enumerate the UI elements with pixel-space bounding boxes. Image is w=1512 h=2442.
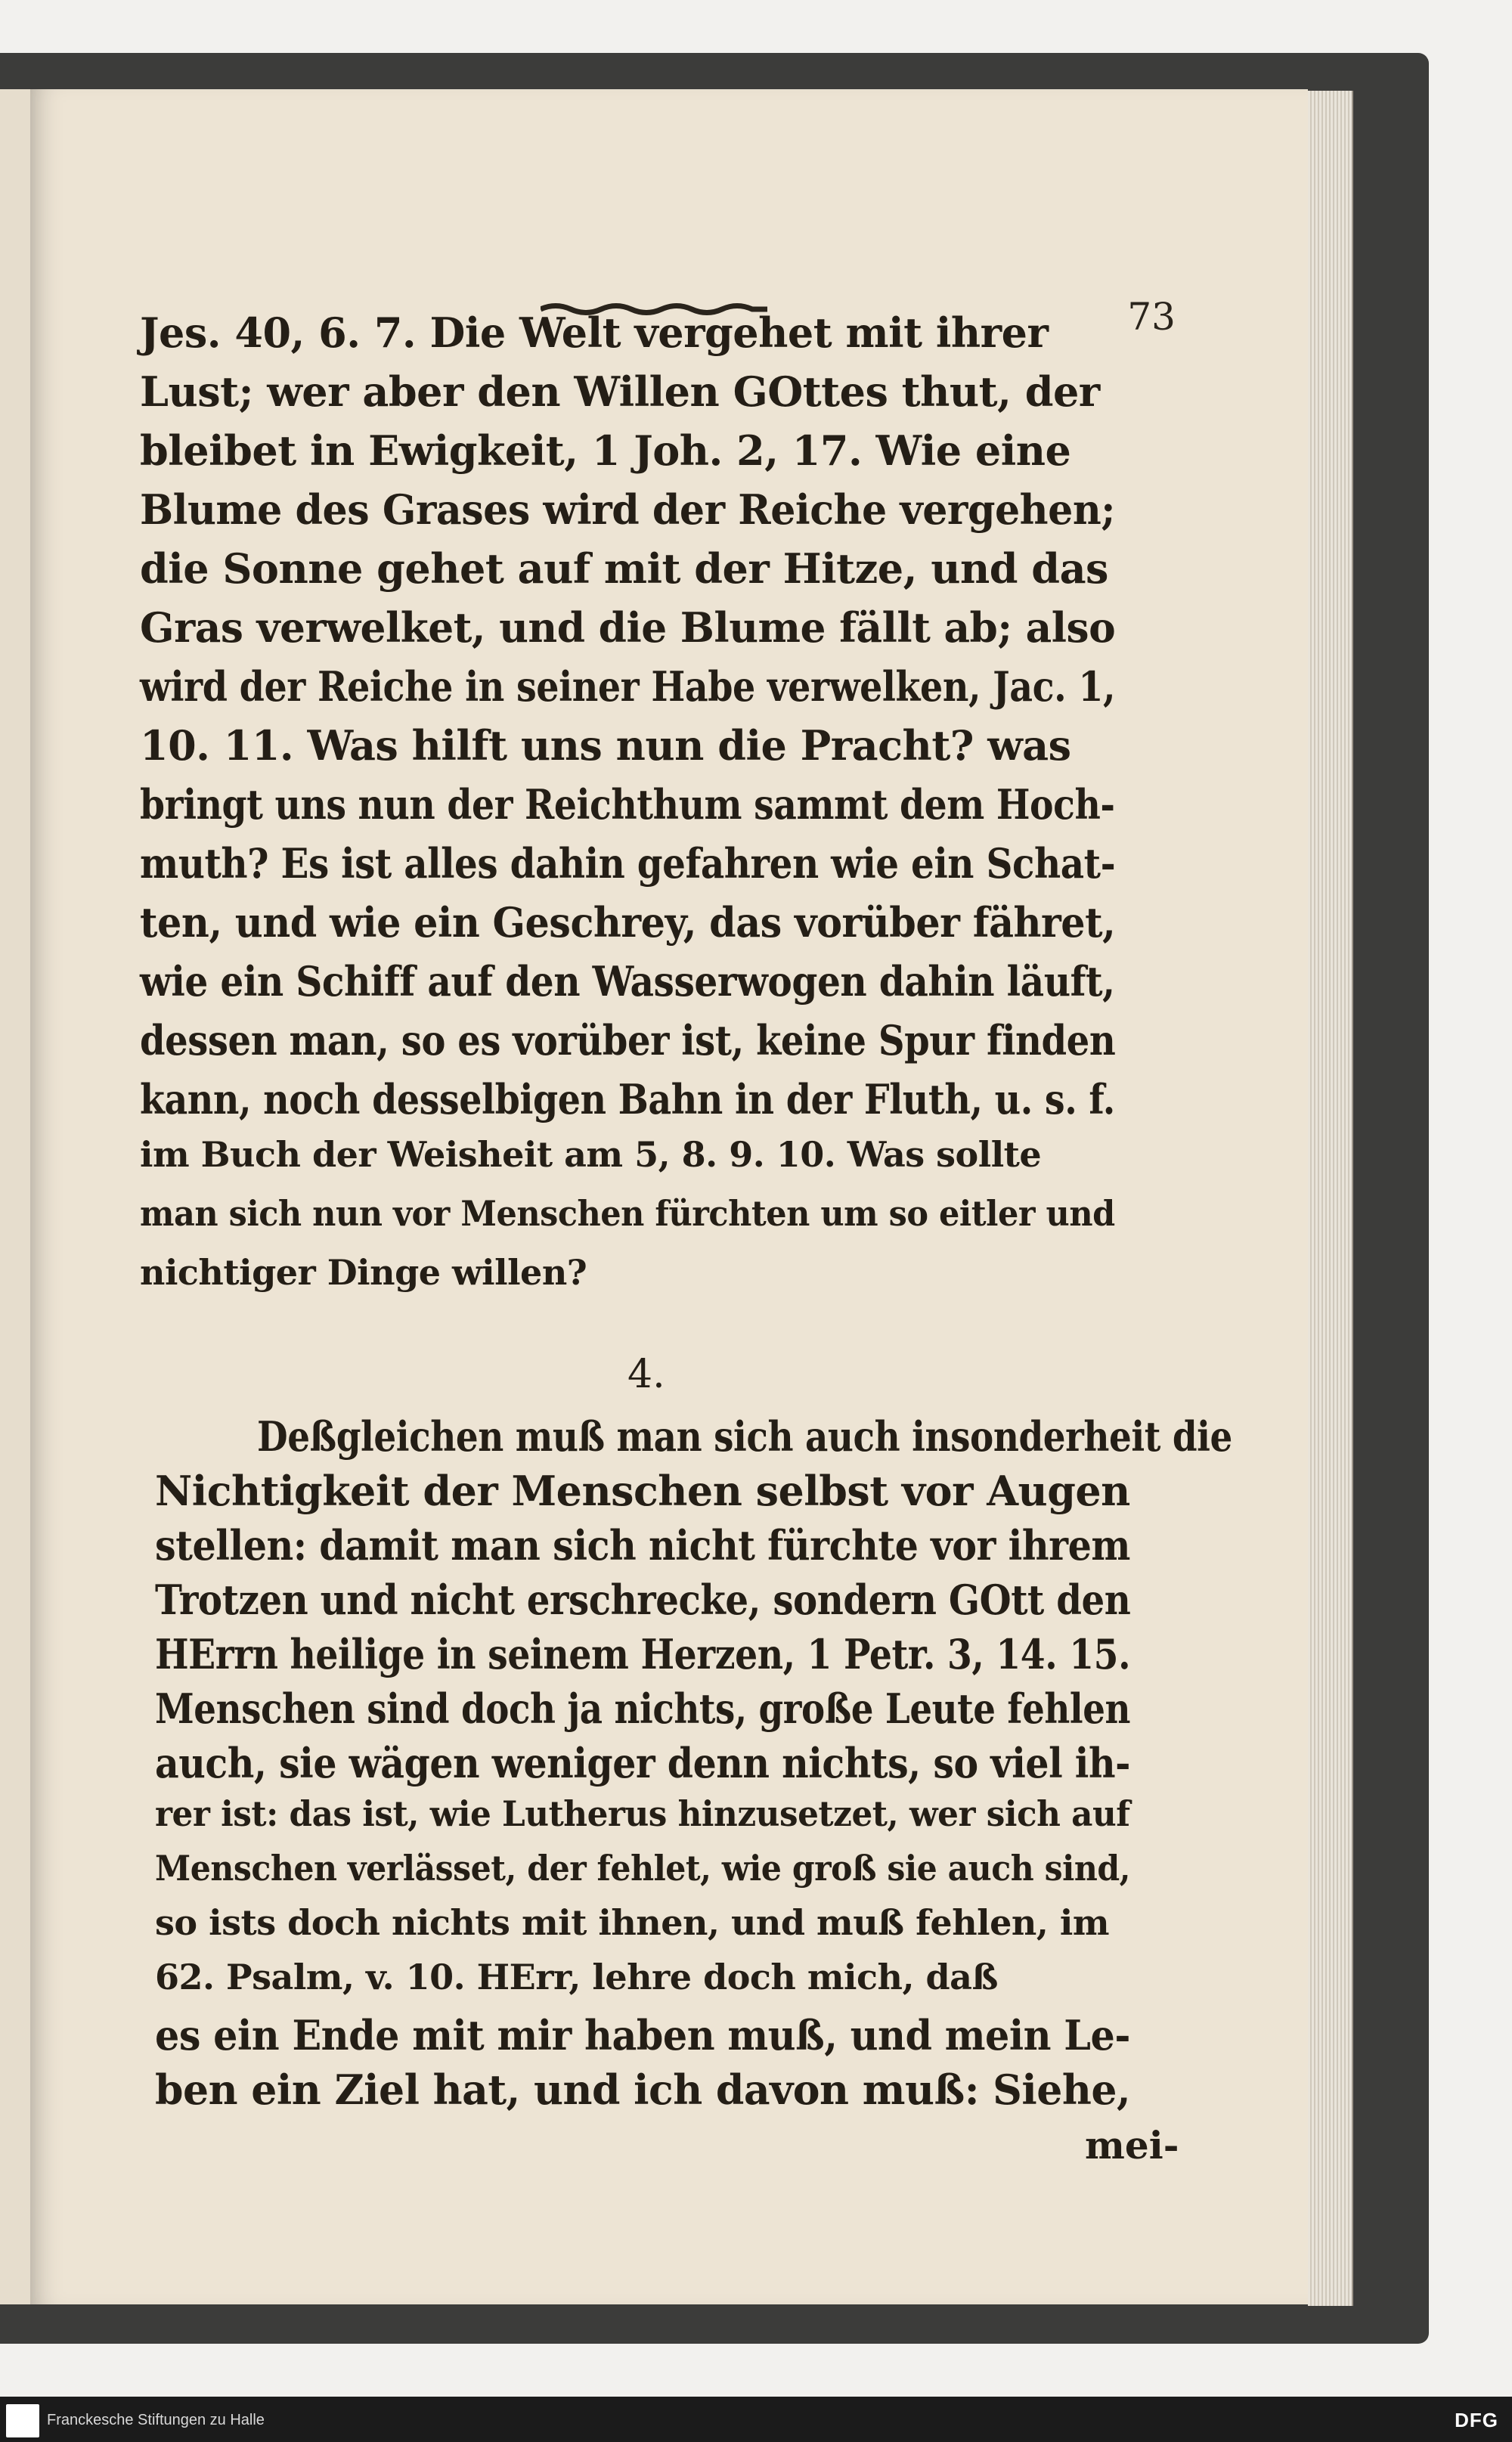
text-line: so ists doch nichts mit ihnen, und muß fehlen, im xyxy=(155,1902,1109,1943)
left-page-edge xyxy=(0,89,32,2304)
text-line: ten, und wie ein Geschrey, das vorüber fähret, xyxy=(140,898,1116,947)
text-line: es ein Ende mit mir haben muß, und mein Le- xyxy=(155,2011,1130,2059)
text-line: Trotzen und nicht erschrecke, sondern GOtt den xyxy=(155,1576,1131,1624)
text-line: bringt uns nun der Reichthum sammt dem Hoch- xyxy=(140,780,1115,829)
footer-institution: Franckesche Stiftungen zu Halle xyxy=(47,2412,265,2428)
text-line: dessen man, so es vorüber ist, keine Spur finden xyxy=(140,1016,1116,1065)
text-line: Deßgleichen muß man sich auch insonderheit die xyxy=(257,1412,1232,1461)
text-line: wird der Reiche in seiner Habe verwelken, Jac. 1, xyxy=(140,662,1116,711)
text-line: kann, noch desselbigen Bahn in der Fluth, u. s. f. xyxy=(140,1075,1115,1123)
text-line: rer ist: das ist, wie Lutherus hinzusetzet, wer sich auf xyxy=(155,1793,1130,1834)
text-line: die Sonne gehet auf mit der Hitze, und das xyxy=(140,544,1108,593)
institution-logo-icon xyxy=(6,2404,39,2437)
text-line: Menschen sind doch ja nichts, große Leute fehlen xyxy=(155,1684,1131,1733)
text-line: muth? Es ist alles dahin gefahren wie ein Schat- xyxy=(140,839,1116,888)
text-line: Nichtigkeit der Menschen selbst vor Augen xyxy=(155,1467,1130,1515)
book-page xyxy=(30,89,1308,2304)
text-line: Menschen verlässet, der fehlet, wie groß sie auch sind, xyxy=(155,1848,1131,1889)
text-line: Jes. 40, 6. 7. Die Welt vergehet mit ihrer xyxy=(140,308,1049,357)
text-line: wie ein Schiff auf den Wasserwogen dahin läuft, xyxy=(140,957,1115,1006)
section-number: 4. xyxy=(627,1352,665,1397)
text-line: nichtiger Dinge willen? xyxy=(140,1252,587,1293)
text-line: man sich nun vor Menschen fürchten um so eitler und xyxy=(140,1193,1115,1234)
text-line: Blume des Grases wird der Reiche vergehen; xyxy=(140,485,1116,534)
text-line: stellen: damit man sich nicht fürchte vor ihrem xyxy=(155,1521,1130,1570)
text-line: 62. Psalm, v. 10. HErr, lehre doch mich, daß xyxy=(155,1957,998,1997)
footer-dfg-mark: DFG xyxy=(1455,2409,1498,2431)
page-edges xyxy=(1308,91,1353,2306)
text-line: bleibet in Ewigkeit, 1 Joh. 2, 17. Wie eine xyxy=(140,426,1071,475)
text-line: auch, sie wägen weniger denn nichts, so viel ih- xyxy=(155,1739,1130,1787)
page-number: 73 xyxy=(1127,295,1176,339)
text-line: Gras verwelket, und die Blume fällt ab; also xyxy=(140,603,1116,652)
catchword: mei- xyxy=(1085,2123,1179,2168)
text-line: 10. 11. Was hilft uns nun die Pracht? was xyxy=(140,721,1071,770)
text-line: Lust; wer aber den Willen GOttes thut, der xyxy=(140,367,1100,416)
text-line: HErrn heilige in seinem Herzen, 1 Petr. 3, 14. 15. xyxy=(155,1630,1131,1678)
footer-bar xyxy=(0,2397,1512,2442)
text-line: ben ein Ziel hat, und ich davon muß: Siehe, xyxy=(155,2065,1131,2114)
text-line: im Buch der Weisheit am 5, 8. 9. 10. Was sollte xyxy=(140,1134,1042,1175)
